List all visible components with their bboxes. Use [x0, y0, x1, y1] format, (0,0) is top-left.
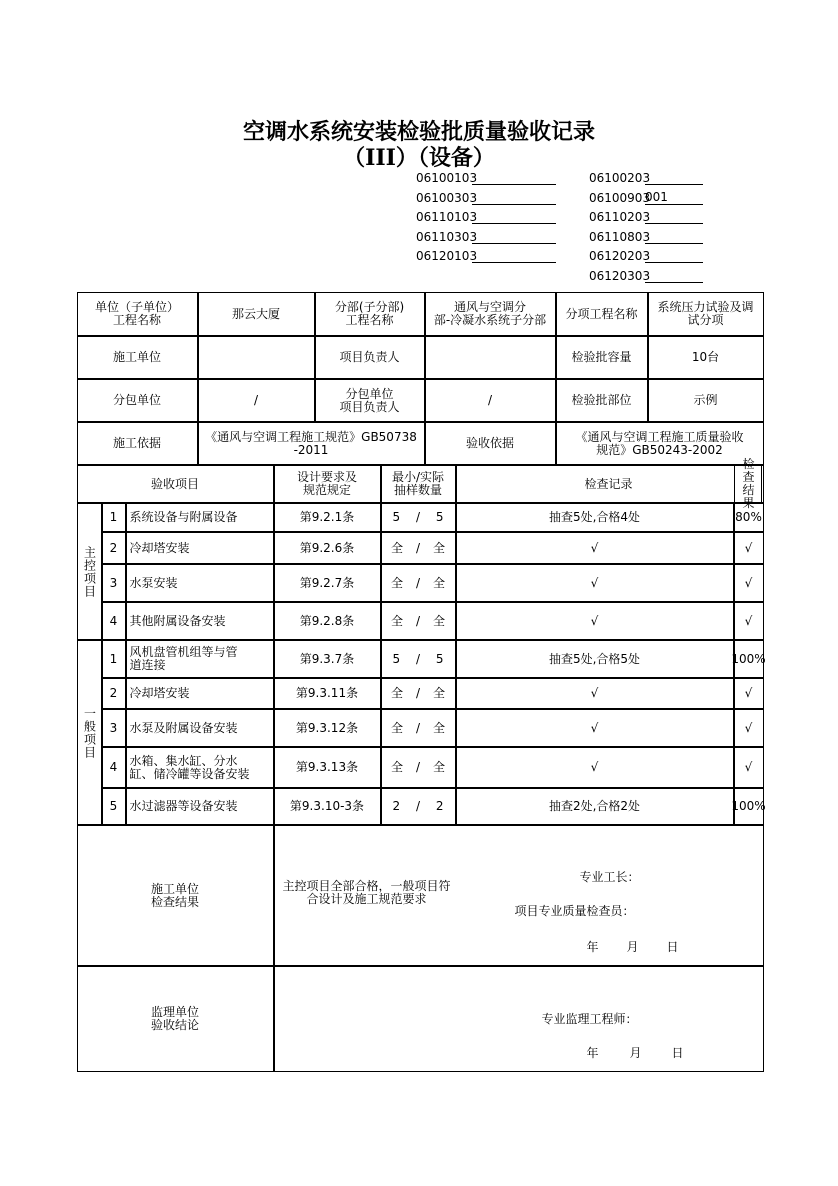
col-item: 验收项目 — [77, 465, 274, 503]
row-sample[interactable] — [381, 709, 456, 747]
date-year: 年 — [586, 940, 599, 954]
row-item-name: 冷却塔安装 — [126, 532, 274, 564]
code-number: 06110103 — [416, 210, 478, 224]
code-row-left — [416, 229, 556, 244]
row-sample[interactable] — [381, 747, 456, 788]
page-title: 空调水系统安装检验批质量验收记录 — [242, 119, 595, 145]
row-sample[interactable] — [381, 678, 456, 709]
code-number: 06100303 — [416, 190, 478, 205]
row-record[interactable]: 抽查5处,合格4处 — [456, 503, 734, 532]
row-record[interactable]: √ — [456, 602, 734, 640]
capacity-value[interactable]: 10台 — [648, 336, 764, 379]
row-result[interactable]: √ — [734, 678, 764, 709]
sample-min: 全 — [390, 720, 403, 735]
code-row-left — [416, 190, 556, 205]
basis-label: 施工依据 — [77, 422, 198, 465]
row-item-name: 水过滤器等设备安装 — [126, 788, 274, 825]
row-item-name: 水泵安装 — [126, 564, 274, 602]
row-item-name: 水箱、集水缸、分水 缸、储冷罐等设备安装 — [126, 747, 274, 788]
engineer-label: 专业监理工程师： — [541, 1012, 638, 1026]
accept-label: 验收依据 — [425, 422, 556, 465]
sample-actual: 全 — [432, 720, 445, 735]
code-value[interactable] — [472, 209, 556, 224]
row-clause: 第9.3.11条 — [274, 678, 381, 709]
row-clause: 第9.2.1条 — [274, 503, 381, 532]
code-number: 06120103 — [416, 249, 478, 263]
row-number: 1 — [102, 503, 126, 532]
code-row-right — [589, 268, 703, 283]
sample-actual: 全 — [432, 540, 445, 555]
date-year: 年 — [586, 1046, 599, 1060]
sample-min: 全 — [390, 760, 403, 774]
row-sample[interactable] — [381, 532, 456, 564]
sub-pm-value[interactable]: / — [425, 379, 556, 422]
row-result[interactable]: √ — [734, 564, 764, 602]
sample-min: 全 — [390, 575, 403, 590]
sample-actual: 5 — [435, 510, 444, 524]
sample-min: 5 — [392, 651, 401, 666]
row-result[interactable]: √ — [734, 602, 764, 640]
row-clause: 第9.2.7条 — [274, 564, 381, 602]
page-subtitle: （III）（设备） — [343, 145, 495, 171]
row-clause: 第9.2.6条 — [274, 532, 381, 564]
contractor-label: 施工单位 — [77, 336, 198, 379]
code-number: 06120303 — [589, 268, 651, 283]
sample-slash: / — [415, 720, 421, 735]
row-number: 2 — [102, 678, 126, 709]
row-record[interactable]: √ — [456, 678, 734, 709]
accept-value[interactable]: 《通风与空调工程施工质量验收 规范》GB50243-2002 — [556, 422, 764, 465]
row-record[interactable]: √ — [456, 532, 734, 564]
sample-actual: 全 — [432, 686, 445, 700]
row-number: 1 — [102, 640, 126, 678]
contractor-value[interactable] — [198, 336, 315, 379]
code-value[interactable] — [645, 170, 703, 185]
sub-label: 分包单位 — [77, 379, 198, 422]
code-value[interactable] — [472, 170, 556, 185]
sample-min: 全 — [390, 686, 403, 700]
row-sample[interactable] — [381, 564, 456, 602]
code-number: 06100903 — [589, 190, 651, 205]
code-value[interactable] — [645, 248, 703, 263]
sample-actual: 全 — [432, 575, 445, 590]
capacity-label: 检验批容量 — [556, 336, 648, 379]
code-value[interactable] — [645, 209, 703, 224]
row-sample[interactable] — [381, 602, 456, 640]
unit-label: 单位（子单位） 工程名称 — [77, 292, 198, 336]
code-value[interactable] — [472, 190, 556, 205]
division-label: 分部(子分部) 工程名称 — [315, 292, 425, 336]
row-record[interactable]: 抽查2处,合格2处 — [456, 788, 734, 825]
general-group-label-text: 一般项目 — [82, 706, 97, 759]
row-sample[interactable] — [381, 640, 456, 678]
row-number: 2 — [102, 532, 126, 564]
col-sample: 最小/实际 抽样数量 — [381, 465, 456, 503]
row-result[interactable]: √ — [734, 747, 764, 788]
part-value[interactable]: 示例 — [648, 379, 764, 422]
row-item-name: 冷却塔安装 — [126, 678, 274, 709]
basis-value[interactable]: 《通风与空调工程施工规范》GB50738 -2011 — [198, 422, 425, 465]
date-day: 日 — [666, 940, 679, 954]
check-conclusion: 主控项目全部合格，一般项目符 合设计及施工规范要求 — [282, 879, 451, 906]
row-record[interactable]: 抽查5处,合格5处 — [456, 640, 734, 678]
division-value[interactable]: 通风与空调分 部-冷凝水系统子分部 — [425, 292, 556, 336]
main-group-label-text: 主控项目 — [82, 545, 97, 598]
row-item-name: 其他附属设备安装 — [126, 602, 274, 640]
row-number: 4 — [102, 747, 126, 788]
row-number: 5 — [102, 788, 126, 825]
sample-slash: / — [415, 760, 421, 774]
sub-pm-label: 分包单位 项目负责人 — [315, 379, 425, 422]
row-item-name: 水泵及附属设备安装 — [126, 709, 274, 747]
code-number: 06110203 — [589, 210, 651, 224]
code-row-left — [416, 248, 556, 263]
sample-slash: / — [415, 651, 421, 666]
code-number: 06100103 — [416, 171, 478, 185]
unit-value[interactable]: 那云大厦 — [198, 292, 315, 336]
sample-slash: / — [415, 540, 421, 555]
sample-actual: 全 — [432, 613, 445, 628]
date-month: 月 — [626, 940, 639, 954]
sample-slash: / — [415, 799, 421, 813]
date-month: 月 — [629, 1046, 642, 1060]
sample-actual: 2 — [435, 799, 444, 813]
row-clause: 第9.3.10-3条 — [274, 788, 381, 825]
row-result[interactable]: 100% — [734, 788, 764, 825]
row-result[interactable]: 100% — [734, 640, 764, 678]
code-value[interactable]: 001 — [645, 190, 703, 205]
row-sample[interactable] — [381, 503, 456, 532]
row-number: 3 — [102, 709, 126, 747]
code-number: 06100203 — [589, 171, 651, 185]
col-result: 检查 结果 — [734, 465, 764, 503]
row-number: 3 — [102, 564, 126, 602]
sample-min: 全 — [390, 540, 403, 555]
sample-min: 5 — [392, 510, 401, 524]
part-label: 检验批部位 — [556, 379, 648, 422]
sample-actual: 全 — [432, 760, 445, 774]
date-day: 日 — [671, 1046, 684, 1060]
sample-min: 全 — [390, 613, 403, 628]
code-value[interactable] — [472, 229, 556, 244]
pm-value[interactable] — [425, 336, 556, 379]
sample-min: 2 — [392, 799, 401, 813]
code-value[interactable] — [645, 229, 703, 244]
item-value[interactable]: 系统压力试验及调 试分项 — [648, 292, 764, 336]
sub-value[interactable]: / — [198, 379, 315, 422]
sample-slash: / — [415, 575, 421, 590]
code-row-left — [416, 209, 556, 224]
row-record[interactable]: √ — [456, 747, 734, 788]
row-item-name: 系统设备与附属设备 — [126, 503, 274, 532]
code-row-left — [416, 170, 556, 185]
col-design: 设计要求及 规范规定 — [274, 465, 381, 503]
row-result[interactable]: 80% — [734, 503, 764, 532]
code-row-right — [589, 248, 703, 263]
col-record: 检查记录 — [456, 465, 762, 503]
sample-slash: / — [415, 613, 421, 628]
row-number: 4 — [102, 602, 126, 640]
pm-label: 项目负责人 — [315, 336, 425, 379]
code-row-right — [589, 229, 703, 244]
code-row-right — [589, 190, 703, 205]
code-row-right — [589, 209, 703, 224]
inspector-label: 项目专业质量检查员： — [514, 904, 635, 918]
form-grid — [77, 292, 764, 1072]
code-number: 06120203 — [589, 249, 651, 263]
row-record[interactable]: √ — [456, 709, 734, 747]
supervisor-check-body[interactable] — [274, 966, 764, 1072]
code-number: 06110303 — [416, 229, 478, 244]
row-result[interactable]: √ — [734, 532, 764, 564]
sample-slash: / — [415, 686, 421, 700]
item-label: 分项工程名称 — [556, 292, 648, 336]
row-result[interactable]: √ — [734, 709, 764, 747]
code-value[interactable] — [645, 268, 703, 283]
general-group-label — [77, 640, 102, 825]
code-number: 06110803 — [589, 229, 651, 244]
code-value[interactable] — [472, 248, 556, 263]
contractor-check-label: 施工单位 检查结果 — [77, 825, 274, 966]
row-clause: 第9.3.13条 — [274, 747, 381, 788]
sample-slash: / — [415, 510, 421, 524]
row-record[interactable]: √ — [456, 564, 734, 602]
sample-actual: 5 — [435, 651, 444, 666]
row-sample[interactable] — [381, 788, 456, 825]
row-clause: 第9.3.12条 — [274, 709, 381, 747]
supervisor-check-label: 监理单位 验收结论 — [77, 966, 274, 1072]
contractor-check-body[interactable] — [274, 825, 764, 966]
code-row-right — [589, 170, 703, 185]
row-item-name: 风机盘管机组等与管 道连接 — [126, 640, 274, 678]
foreman-label: 专业工长： — [579, 870, 640, 884]
main-group-label — [77, 503, 102, 640]
row-clause: 第9.2.8条 — [274, 602, 381, 640]
row-clause: 第9.3.7条 — [274, 640, 381, 678]
